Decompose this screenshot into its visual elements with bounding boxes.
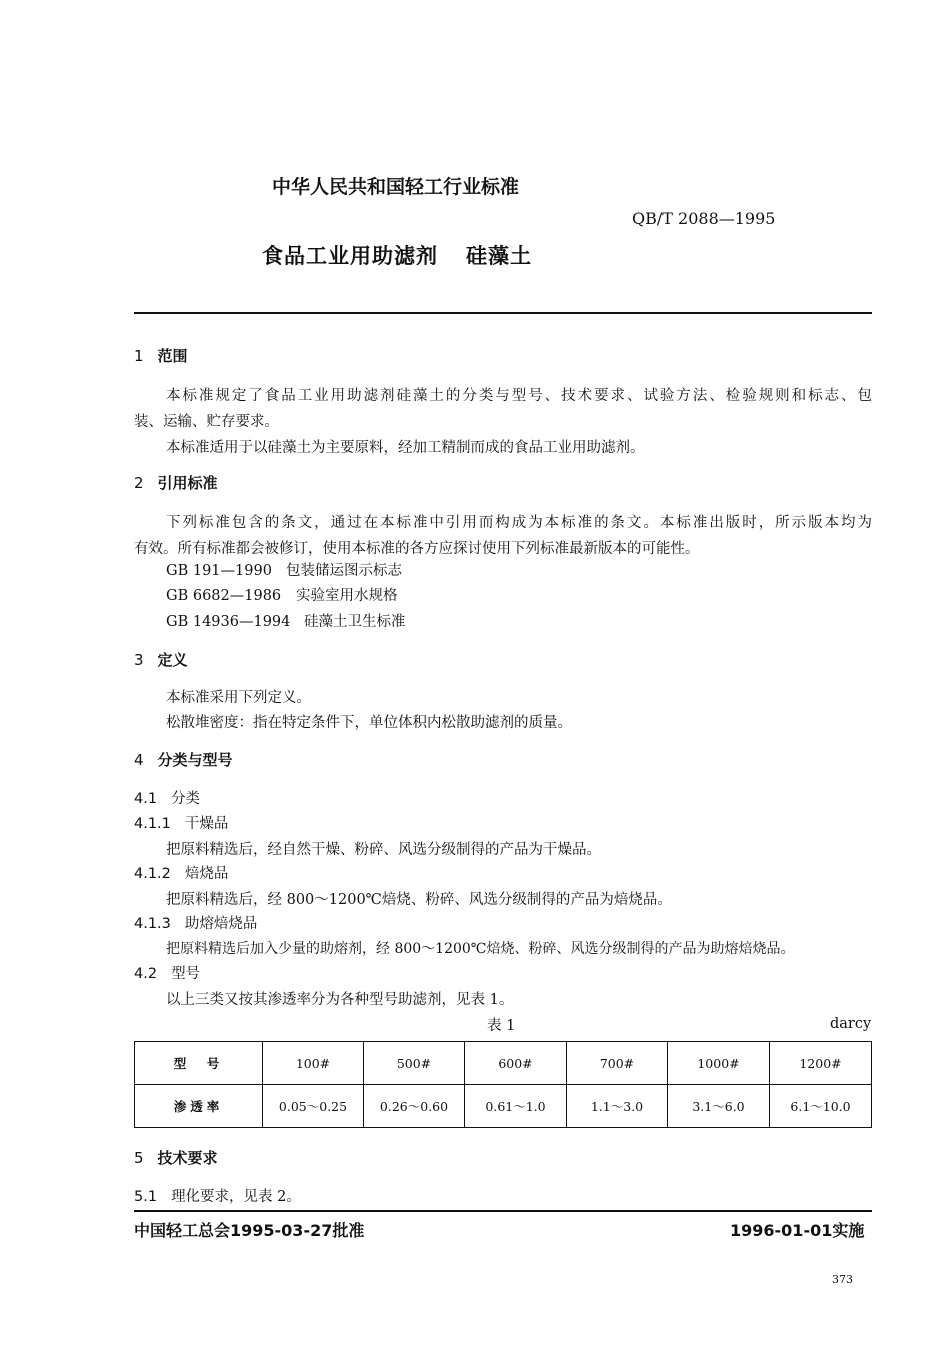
table-cell-model: 700# xyxy=(567,1042,668,1085)
table-cell-model: 1200# xyxy=(770,1042,872,1085)
subsection-4-1-1-heading xyxy=(134,812,228,833)
table-cell-permeability: 1.1～3.0 xyxy=(567,1085,668,1128)
section-number: 4 xyxy=(134,751,144,769)
reference-standard-1 xyxy=(166,559,402,580)
table-row-permeability xyxy=(135,1085,872,1128)
table-row-label-model: 型 号 xyxy=(135,1042,263,1085)
section-number: 3 xyxy=(134,651,144,669)
footer-divider xyxy=(134,1210,872,1212)
section-1-para-1-line-2: 装、运输、贮存要求。 xyxy=(134,414,279,430)
subsection-number: 4.2 xyxy=(134,966,158,982)
page-number: 373 xyxy=(832,1273,853,1286)
section-title: 定义 xyxy=(157,651,188,669)
table-1 xyxy=(134,1041,872,1128)
table-cell-permeability: 0.26～0.60 xyxy=(364,1085,465,1128)
table-cell-permeability: 0.61～1.0 xyxy=(465,1085,567,1128)
reference-name: 实验室用水规格 xyxy=(296,588,398,604)
table-cell-model: 1000# xyxy=(668,1042,770,1085)
subsection-4-1-3-text: 把原料精选后加入少量的助熔剂，经 800～1200℃焙烧、粉碎、风选分级制得的产品为助熔焙烧品。 xyxy=(166,941,795,957)
document-title xyxy=(262,240,532,270)
section-3-definition: 松散堆密度：指在特定条件下，单位体积内松散助滤剂的质量。 xyxy=(166,715,572,731)
section-4-heading xyxy=(134,749,233,770)
section-2-heading xyxy=(134,472,218,493)
subsection-5-1-heading xyxy=(134,1185,301,1206)
table-cell-permeability: 6.1～10.0 xyxy=(770,1085,872,1128)
section-title: 范围 xyxy=(157,347,188,365)
subsection-number: 5.1 xyxy=(134,1189,158,1205)
table-cell-permeability: 0.05～0.25 xyxy=(263,1085,364,1128)
subsection-title: 型号 xyxy=(171,966,201,982)
reference-code: GB 6682—1986 xyxy=(166,588,282,604)
section-title: 技术要求 xyxy=(157,1149,218,1167)
title-part-2: 硅藻土 xyxy=(466,244,532,268)
reference-code: GB 14936—1994 xyxy=(166,614,291,630)
subsection-4-1-1-text: 把原料精选后，经自然干燥、粉碎、风选分级制得的产品为干燥品。 xyxy=(166,842,601,858)
subsection-4-1-heading xyxy=(134,787,200,808)
subsection-4-2-heading xyxy=(134,962,200,983)
subsection-title: 助熔焙烧品 xyxy=(184,916,258,932)
section-3-para-1: 本标准采用下列定义。 xyxy=(166,690,311,706)
subsection-title: 分类 xyxy=(171,791,201,807)
reference-name: 包装储运图示标志 xyxy=(286,563,402,579)
section-number: 5 xyxy=(134,1149,144,1167)
section-2-para-1-line-2: 有效。所有标准都会被修订，使用本标准的各方应探讨使用下列标准最新版本的可能性。 xyxy=(134,541,700,557)
subsection-number: 4.1 xyxy=(134,791,158,807)
section-3-heading xyxy=(134,649,188,670)
table-cell-permeability: 3.1～6.0 xyxy=(668,1085,770,1128)
subsection-title: 干燥品 xyxy=(184,816,229,832)
table-cell-model: 100# xyxy=(263,1042,364,1085)
subsection-title: 焙烧品 xyxy=(184,866,229,882)
section-2-para-1-line-1: 下列标准包含的条文，通过在本标准中引用而构成为本标准的条文。本标准出版时，所示版本均为 xyxy=(166,515,872,531)
subsection-title: 理化要求，见表 2。 xyxy=(171,1189,301,1205)
section-title: 引用标准 xyxy=(157,474,218,492)
table-cell-model: 600# xyxy=(465,1042,567,1085)
table-1-caption: 表 1 xyxy=(487,1018,516,1034)
subsection-4-2-text: 以上三类又按其渗透率分为各种型号助滤剂，见表 1。 xyxy=(166,992,514,1008)
section-1-heading xyxy=(134,345,188,366)
approval-statement: 中国轻工总会1995-03-27批准 xyxy=(134,1221,365,1240)
reference-code: GB 191—1990 xyxy=(166,563,272,579)
subsection-number: 4.1.1 xyxy=(134,816,171,832)
subsection-number: 4.1.3 xyxy=(134,916,171,932)
title-part-1: 食品工业用助滤剂 xyxy=(262,244,438,268)
section-title: 分类与型号 xyxy=(157,751,233,769)
table-cell-model: 500# xyxy=(364,1042,465,1085)
table-row-label-permeability: 渗透率 xyxy=(135,1085,263,1128)
section-1-para-2: 本标准适用于以硅藻土为主要原料，经加工精制而成的食品工业用助滤剂。 xyxy=(166,440,645,456)
standard-code: QB/T 2088—1995 xyxy=(632,209,776,228)
section-number: 2 xyxy=(134,474,144,492)
section-1-para-1-line-1: 本标准规定了食品工业用助滤剂硅藻土的分类与型号、技术要求、试验方法、检验规则和标志、包 xyxy=(166,388,872,404)
implementation-date: 1996-01-01实施 xyxy=(730,1221,865,1240)
table-row-model xyxy=(135,1042,872,1085)
table-1-unit: darcy xyxy=(830,1016,872,1032)
subsection-4-1-2-text: 把原料精选后，经 800～1200℃焙烧、粉碎、风选分级制得的产品为焙烧品。 xyxy=(166,892,672,908)
reference-standard-2 xyxy=(166,584,398,605)
subsection-4-1-3-heading xyxy=(134,912,257,933)
header-divider xyxy=(134,312,872,314)
section-number: 1 xyxy=(134,347,144,365)
standard-type-heading: 中华人民共和国轻工行业标准 xyxy=(272,176,520,198)
subsection-4-1-2-heading xyxy=(134,862,228,883)
subsection-number: 4.1.2 xyxy=(134,866,171,882)
section-5-heading xyxy=(134,1147,218,1168)
reference-standard-3 xyxy=(166,610,406,631)
reference-name: 硅藻土卫生标准 xyxy=(304,614,406,630)
